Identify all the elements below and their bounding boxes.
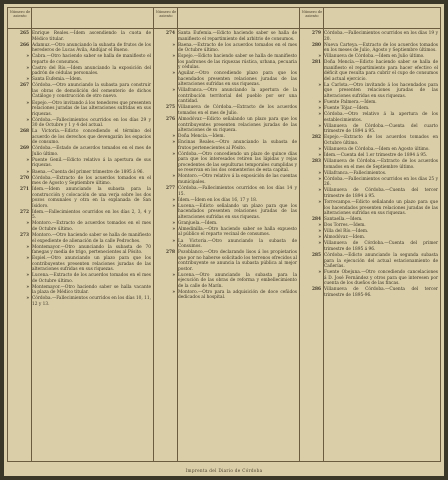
index-entry (8, 176, 153, 187)
index-entry (300, 171, 440, 177)
entry-number: » (172, 88, 175, 94)
entry-text: La Victoria.—Otro anunciando la subasta de Consumos. (178, 238, 297, 249)
index-entry (154, 152, 299, 174)
index-entry (8, 285, 153, 296)
index-entry (8, 256, 153, 273)
index-entry (300, 223, 440, 229)
entry-number: 281 (312, 60, 321, 66)
entry-text: Villanueva de Córdoba.—Cuenta del tercer trimestre de 1895-96. (324, 287, 438, 298)
column-header-label: Número de asiento (155, 10, 177, 19)
entry-number: » (172, 238, 175, 244)
entry-number: 282 (312, 135, 321, 141)
entry-number: » (318, 82, 321, 88)
entry-number: 285 (312, 253, 321, 259)
entry-text: Córdoba.—Extracto de los acuerdos tomados en el mes de Agosto y Septiembre último. (32, 175, 151, 187)
entry-number: » (318, 112, 321, 118)
entry-text: Villanueva de Córdoba.—Cuenta del cuarto trimestre de 1894 á 95. (324, 123, 438, 135)
index-entry (8, 210, 153, 221)
index-entry (8, 296, 153, 307)
entry-number: » (172, 151, 175, 157)
entry-text: Doña Mencía.—Edicto haciendo saber se halla de manifiesto el repartimiento para hacer efectivo el déficit que resulta para cubrir el cupo de consumos del actual ejercicio. (324, 60, 438, 82)
entry-text: Córdoba.—Fallecimientos ocurridos en los días 14 y 15. (178, 186, 297, 197)
index-entry (8, 54, 153, 65)
entry-text: Córdoba.—Fallecimientos ocurridos en los días 19 y 20. (324, 31, 438, 42)
entry-text: Aguilar.—Otro concediendo plazo para que los hacendados presenten relaciones juradas de las alteraciones sufridas en sus riquezas. (178, 71, 297, 88)
column-header (154, 8, 299, 29)
entry-text: La Victoria.—Edicto concediendo el término del acuerdo de los derechos que devengarán los espacios de consumo. (32, 129, 151, 146)
index-entry (154, 227, 299, 238)
entry-number: » (172, 289, 175, 295)
entry-number: 267 (20, 83, 29, 89)
entry-number: » (318, 200, 321, 205)
index-entry (300, 60, 440, 82)
entry-text: Almodóvar.—Ídem. (324, 235, 366, 241)
table-frame (7, 7, 441, 462)
entry-text: Montemayor.—Otro anunciando la subasta de 70 fanegas y media de trigo, pertenecientes al Pósito. (32, 244, 151, 256)
index-entry (300, 188, 440, 199)
index-entry (154, 117, 299, 134)
column-header-label: Número de asiento (301, 10, 323, 19)
entry-text: Encinas Reales.—Otro anunciando la subasta de frutos pertenecientes al Pósito. (178, 140, 297, 151)
entry-number: » (26, 169, 29, 175)
entry-number: » (26, 221, 29, 227)
index-entry (154, 105, 299, 116)
entry-number: 269 (20, 146, 29, 152)
entry-number: 278 (166, 250, 175, 256)
column-left (8, 8, 154, 461)
entry-text: Ídem.—Ídem en los días 16, 17 y 18. (178, 197, 258, 203)
index-entry (300, 159, 440, 170)
index-entry (300, 31, 440, 42)
entry-text: Fuente Tójar.—Ídem. (324, 106, 370, 112)
entry-text: Fuente Palmera.—Ídem. (324, 99, 377, 105)
index-entry (300, 229, 440, 235)
entry-text: Córdoba.—Fallecimientos ocurridos en los días 29 y 30 de Octubre y 1 y 4 del actual. (32, 117, 151, 129)
entry-number: » (318, 235, 321, 241)
entry-text: Villafranca.—Fallecimientos. (324, 170, 387, 176)
entry-text: Santaella.—Ídem. (324, 217, 363, 223)
entry-number: 272 (20, 209, 29, 215)
entry-text: Lucena.—Extracto de los acuerdos tomados en el mes de Octubre último. (32, 273, 151, 284)
index-entry (300, 153, 440, 159)
entry-number: » (26, 244, 29, 250)
entry-text: Montoro.—Otro haciendo saber se halla de manifiesto el expediente de alienación de la calle Pedroches. (32, 233, 151, 244)
entry-number: » (26, 65, 29, 71)
entry-text: La Carlota.—Otro invitando á los hacendados para que presenten relaciones juradas de las alteraciones sufridas en sus riquezas. (324, 82, 438, 99)
entry-number: » (26, 284, 29, 290)
index-entry (300, 270, 440, 287)
index-entry (154, 250, 299, 272)
index-entry (8, 31, 153, 42)
entry-text: Córdoba.—Estado de acuerdos tomados en el mes de Julio último. (32, 146, 151, 157)
entry-number: » (318, 153, 321, 159)
entry-text: Villanueva de Córdoba.—Cuenta del primer trimestre de 1895 á 96. (324, 241, 438, 252)
index-entry (8, 43, 153, 54)
entry-number: 271 (20, 187, 29, 193)
entry-text: Espiel.—Otro anunciando un plazo para que los contribuyentes presenten relaciones juradas de las alteraciones sufridas en sus riquezas. (32, 256, 151, 273)
entry-number: 275 (166, 105, 175, 111)
entry-number: 273 (20, 233, 29, 238)
entry-text: Torrecampo.—Edicto señalando un plazo para que los hacendados presenten relaciones juradas de las alteraciones sufridas en sus riquezas. (324, 200, 438, 216)
entry-text: Baena.—Extracto de los acuerdos tomados en el mes de Octubre último. (178, 42, 297, 54)
entry-number: » (26, 296, 29, 302)
index-entry (154, 71, 299, 88)
entry-text: Ídem.—Ídem anunciando la subasta para la construcción y colocación de una verja sobre los dos pozos comunales y otra en la explanada de San Isidoro. (32, 187, 151, 209)
index-entry (8, 129, 153, 146)
header-divider (31, 8, 32, 28)
entry-number: » (26, 273, 29, 279)
entry-text: Almodóvar.—Edicto señalando un plazo para que los contribuyentes presenten relaciones juradas de las alteraciones de su riqueza. (178, 117, 297, 134)
entry-text: Adamuz.—Otro anunciando la subasta de frutos de los herederos de Lucas Ávila, Andújar el Bueno. (32, 42, 151, 54)
column-middle (154, 8, 300, 461)
index-entry (300, 253, 440, 270)
index-entry (300, 200, 440, 217)
entry-number: 279 (312, 31, 321, 36)
index-entry (154, 31, 299, 42)
entry-number: » (26, 157, 29, 163)
entry-text: Villanueva de Córdoba.—Extracto de los acuerdos tomados en el mes de Julio. (178, 105, 297, 116)
index-entry (8, 221, 153, 232)
index-entry (300, 147, 440, 153)
entry-number: » (26, 100, 29, 106)
entry-number: 270 (20, 175, 29, 181)
index-entry (154, 239, 299, 250)
index-entry (300, 83, 440, 100)
index-entry (300, 217, 440, 223)
index-entry (300, 124, 440, 135)
index-entry (154, 43, 299, 54)
index-entry (154, 134, 299, 140)
index-entry (8, 66, 153, 77)
entry-text: Villanueva de Córdoba.—Extracto de los acuerdos tomados en el mes de Septiembre último. (324, 159, 438, 170)
index-entry (154, 290, 299, 301)
column-header (300, 8, 440, 29)
entry-text: Villanueva de Córdoba.—Ídem en Julio último. (324, 54, 425, 60)
index-entry (8, 170, 153, 176)
column-right (300, 8, 440, 461)
index-entry (8, 118, 153, 129)
entry-text: Córdoba.—Fallecimientos ocurridos en los días 10, 11, 12 y 13. (32, 296, 151, 307)
entry-text: Córdoba.—Otro concediendo un plazo de quince días para que los interesados retiren las lápidas y rejas procedentes de las sepulturas temporales cumplidas y se reservan en los dos cementerios de esta capital. (178, 151, 297, 174)
entry-text: Espejo.—Extracto de los acuerdos tomados en Octubre último. (324, 135, 438, 146)
entry-number: 266 (20, 42, 29, 48)
entry-text: Montemayor.—Otro haciendo saber se halla vacante la plaza de Médico titular. (32, 284, 151, 296)
entry-number: 280 (312, 42, 321, 48)
index-entry (8, 83, 153, 100)
entry-text: Córdoba.—Fallecimientos ocurridos en los días 25 y 26. (324, 176, 438, 188)
index-entry (8, 77, 153, 83)
entry-number: 286 (312, 287, 321, 293)
entry-text: Granjuela.—Ídem. (178, 220, 218, 226)
entry-number: 268 (20, 129, 29, 135)
header-divider (177, 8, 178, 28)
entry-text: Montoro.—Otro para la adquisición de doce ceñidos dedicados al hospital. (178, 289, 297, 301)
index-entry (8, 146, 153, 157)
entry-text: Almedinilla.—Otro haciendo saber se halla expuesto al público el reparto vecinal de consumos. (178, 226, 297, 238)
header-divider (323, 8, 324, 28)
entry-number: » (318, 223, 321, 229)
entry-number: » (318, 99, 321, 105)
index-entry (300, 135, 440, 146)
index-entry (8, 273, 153, 284)
entry-text: Santa Eufemia.—Ídem. (32, 77, 83, 83)
entry-number: » (318, 146, 321, 152)
entry-number: 283 (312, 159, 321, 165)
entry-text: Pozoblanco.—Otro declarando lisos á los propietarios que por no haberse solicitado los terrenos ofrecidos al contribuyente se anuncia la subasta pública al mejor postor. (178, 250, 297, 272)
entry-number: » (318, 241, 321, 247)
index-entry (8, 187, 153, 209)
entry-text: Villa del Río.—Ídem. (324, 229, 369, 235)
entry-text: Lucena.—Edicto señalando un plazo para que los hacendados presenten relaciones juradas de las alteraciones sufridas en sus riquezas. (178, 203, 297, 220)
entry-text: Puente Genil.—Edicto relativo á la apertura de sus riquezas. (32, 157, 151, 169)
entry-number: » (172, 54, 175, 60)
entry-number: » (318, 54, 321, 60)
entry-text: Doña Mencía.—Ídem. (178, 134, 225, 140)
entry-text: Nueva Carteya.—Extracto de los acuerdos tomados en los meses de Julio, Agosto y Septiembre últimos. (324, 42, 438, 54)
entry-text: Lucena.—Otro anunciando la subasta para la ejecución de las obras de reforma y embellecimiento de la calle de Marín. (178, 272, 297, 289)
index-entry (154, 88, 299, 105)
index-entry (154, 54, 299, 71)
index-entry (300, 287, 440, 298)
entry-text: Ídem.—Fallecimientos ocurridos en los días 2, 3, 4 y 5. (32, 209, 151, 221)
entry-text: Espejo.—Otro invitando á los tenedores que presenten relaciones juradas de las alteraciones sufridas en sus riquezas. (32, 100, 151, 117)
entry-number: » (172, 272, 175, 278)
index-entry (8, 233, 153, 244)
column-header (8, 8, 153, 29)
entry-text: Ídem.—Cuenta del 1.er trimestre de 1894 á 95. (324, 153, 428, 159)
index-entry (8, 245, 153, 256)
index-entry (300, 43, 440, 54)
entry-number: » (26, 117, 29, 123)
index-entry (300, 177, 440, 188)
entry-number: » (172, 226, 175, 232)
index-entry (300, 241, 440, 252)
index-entry (154, 186, 299, 197)
entry-number: » (26, 54, 29, 60)
entry-text: Villafranca.—Otro anunciando la apertura de la contribución territorial del pueblo por ser una cantidad. (178, 88, 297, 105)
entry-number: » (318, 188, 321, 194)
index-entry (154, 221, 299, 227)
entry-text: Santa Eufemia.—Edicto haciendo saber se halla de manifiesto el repartimiento del arbitrio de consumos. (178, 31, 297, 42)
entry-number: » (172, 203, 175, 209)
entry-text: Cabra.—Otro haciendo saber se halla de manifiesto el reparto de consumos. (32, 54, 151, 65)
index-entry (300, 106, 440, 112)
entry-number: 265 (20, 31, 29, 36)
index-entry (300, 54, 440, 60)
entry-number: » (172, 71, 175, 77)
index-entry (154, 140, 299, 151)
entry-text: Baena.—Cuenta del primer trimestre de 1895 á 96. (32, 169, 144, 175)
entry-number: » (26, 256, 29, 262)
entry-text: Enrique Reales.—Ídem ascendiendo la cuota de Médico titular. (32, 31, 151, 42)
printer-imprint: Imprenta del Diario de Córdoba (185, 468, 263, 473)
entry-text: Fuente Obejuna.—Otro concediendo cancelaciones á D. José Fernández y otros para que interesen por cuenta de los dueños de las fincas. (324, 270, 438, 287)
entry-text: Dos Torres.—Ídem. (324, 223, 366, 229)
entry-number: » (172, 134, 175, 140)
entry-number: » (172, 174, 175, 180)
entry-number: » (172, 197, 175, 203)
entry-text: Villanueva de Córdoba.—Ídem en Agosto último. (324, 146, 430, 152)
entry-text: Córdoba.—Edicto anunciando la segunda subasta para la ejecución del actual estacionamiento de Cañerías. (324, 253, 438, 270)
entry-text: Espejo.—Edicto haciendo saber se halla de manifiesto los padrones de las riquezas rústica, urbana, pecuaria y cédulas. (178, 54, 297, 71)
index-entry (300, 112, 440, 123)
entries-list (300, 29, 440, 298)
entry-text: Córdoba.—Otro relativo á la apertura de los establecimientos. (324, 112, 438, 123)
entries-list (154, 29, 299, 301)
entry-number: » (318, 170, 321, 176)
document-page (4, 4, 444, 476)
index-entry (154, 198, 299, 204)
entry-text: Castro del Río.—Ídem anunciando la exposición del padrón de cédulas personales. (32, 65, 151, 77)
index-entry (154, 273, 299, 290)
entry-number: » (318, 270, 321, 276)
entry-number: 276 (166, 117, 175, 123)
entry-text: Montoro.—Otro relativo á la exposición de las cuentas municipales. (178, 174, 297, 185)
entries-list (8, 29, 153, 307)
entry-number: » (318, 176, 321, 182)
index-entry (300, 235, 440, 241)
entry-number: » (172, 220, 175, 226)
entry-number: » (318, 229, 321, 235)
entry-number: » (318, 123, 321, 129)
entry-number: » (26, 77, 29, 83)
index-entry (8, 101, 153, 118)
column-header-label: Número de asiento (9, 10, 31, 19)
entry-number: 277 (166, 186, 175, 192)
index-entry (300, 100, 440, 106)
entry-number: » (318, 106, 321, 112)
index-entry (154, 204, 299, 221)
entry-number: 284 (312, 217, 321, 223)
entry-text: Córdoba.—Otro anunciando la subasta para construir las obras de demolición del cementerio de dichos Catálogo y construcción de otro nuevo. (32, 83, 151, 100)
entry-text: Villanueva de Córdoba.—Cuenta del tercer trimestre de 1894 á 95. (324, 188, 438, 199)
entry-number: » (172, 42, 175, 48)
index-entry (154, 174, 299, 185)
entry-number: 274 (166, 31, 175, 36)
entry-text: Montoro.—Extracto de acuerdos tomados en el mes de Octubre último. (32, 221, 151, 232)
entry-number: » (172, 140, 175, 146)
index-entry (8, 158, 153, 169)
